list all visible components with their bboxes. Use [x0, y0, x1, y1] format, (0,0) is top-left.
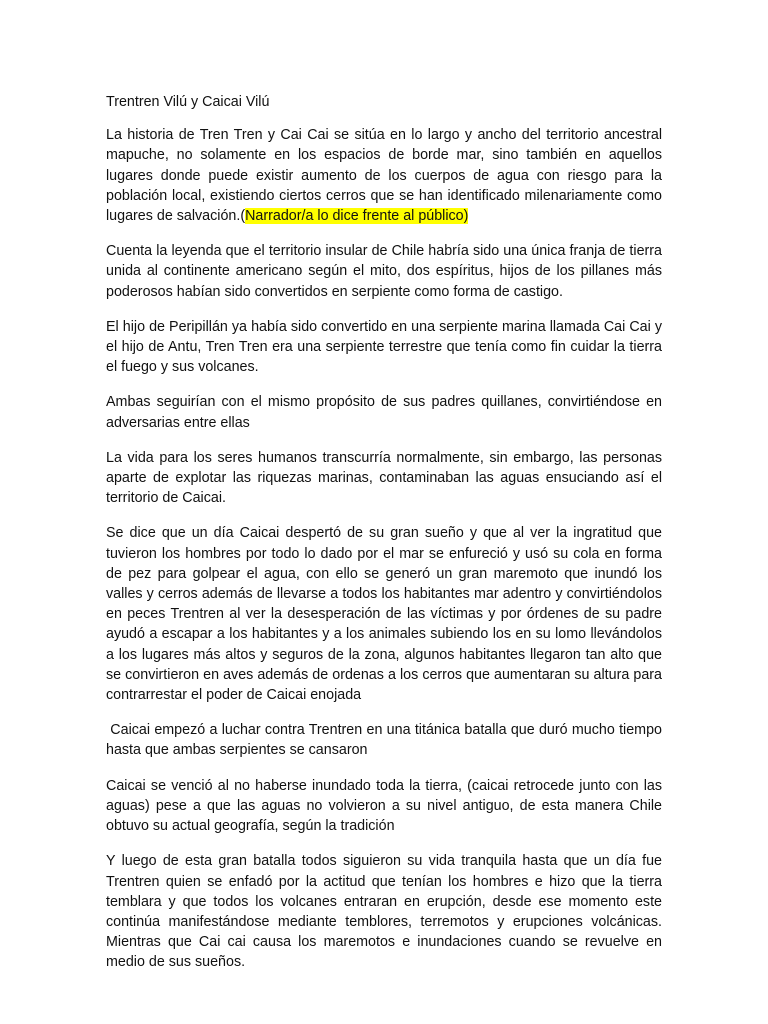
document-title: Trentren Vilú y Caicai Vilú — [106, 94, 270, 110]
paragraph-6: Se dice que un día Caicai despertó de su gran sueño y que al ver la ingratitud que tuvieron los hombres por todo lo dado por el mar se enfureció y usó su cola en forma de pez para golpear el agua, con ello se generó un gran maremoto que inundó los valles y cerros además de llevarse a todos los habitantes mar adentro y convirtiéndolos en peces Trentren al ver la desesperación de las víctimas y por órdenes de su padre ayudó a escapar a los habitantes y a los animales subiendo los en su lomo llevándolos a los lugares más altos y seguros de la zona, algunos habitantes llegaron tan alto que se convirtieron en aves además de ordenas a los cerros que aumentaran su altura para contrarrestar el poder de Caicai enojada — [106, 525, 662, 704]
paragraph-5: La vida para los seres humanos transcurría normalmente, sin embargo, las personas aparte de explotar las riquezas marinas, contaminaban las aguas ensuciando así el territorio de Caicai. — [106, 449, 662, 507]
highlighted-note: Narrador/a lo dice frente al público) — [245, 208, 469, 225]
document-body — [106, 92, 666, 988]
paragraph-1-text: La historia de Tren Tren y Cai Cai se sitúa en lo largo y ancho del territorio ancestral mapuche, no solamente en los espacios de borde mar, sino también en aquellos lugares donde puede existir aumento de los cuerpos de agua con riesgo para la población local, existiendo ciertos cerros que se han identificado milenariamente como lugares de salvación.( — [106, 127, 662, 225]
paragraph-7: Caicai empezó a luchar contra Trentren en una titánica batalla que duró mucho tiempo hasta que ambas serpientes se cansaron — [106, 722, 666, 759]
paragraph-3: El hijo de Peripillán ya había sido convertido en una serpiente marina llamada Cai Cai y el hijo de Antu, Tren Tren era una serpiente terrestre que tenía como fin cuidar la tierra el fuego y sus volcanes. — [106, 318, 662, 376]
paragraph-4: Ambas seguirían con el mismo propósito de sus padres quillanes, convirtiéndose en adversarias entre ellas — [106, 394, 662, 431]
paragraph-1 — [106, 125, 662, 226]
paragraph-9: Y luego de esta gran batalla todos siguieron su vida tranquila hasta que un día fue Trentren quien se enfadó por la actitud que tenían los hombres e hizo que la tierra temblara y que todos los volcanes entraran en erupción, desde ese momento este continúa manifestándose mediante temblores, terremotos y erupciones volcánicas. Mientras que Cai cai causa los maremotos e inundaciones cuando se revuelve en medio de sus sueños. — [106, 853, 662, 971]
paragraph-2: Cuenta la leyenda que el territorio insular de Chile habría sido una única franja de tierra unida al continente americano según el mito, dos espíritus, hijos de los pillanes más poderosos habían sido convertidos en serpiente como forma de castigo. — [106, 243, 662, 300]
paragraph-8: Caicai se venció al no haberse inundado toda la tierra, (caicai retrocede junto con las aguas) pese a que las aguas no volvieron a su nivel antiguo, de esta manera Chile obtuvo su actual geografía, según la tradición — [106, 777, 662, 835]
